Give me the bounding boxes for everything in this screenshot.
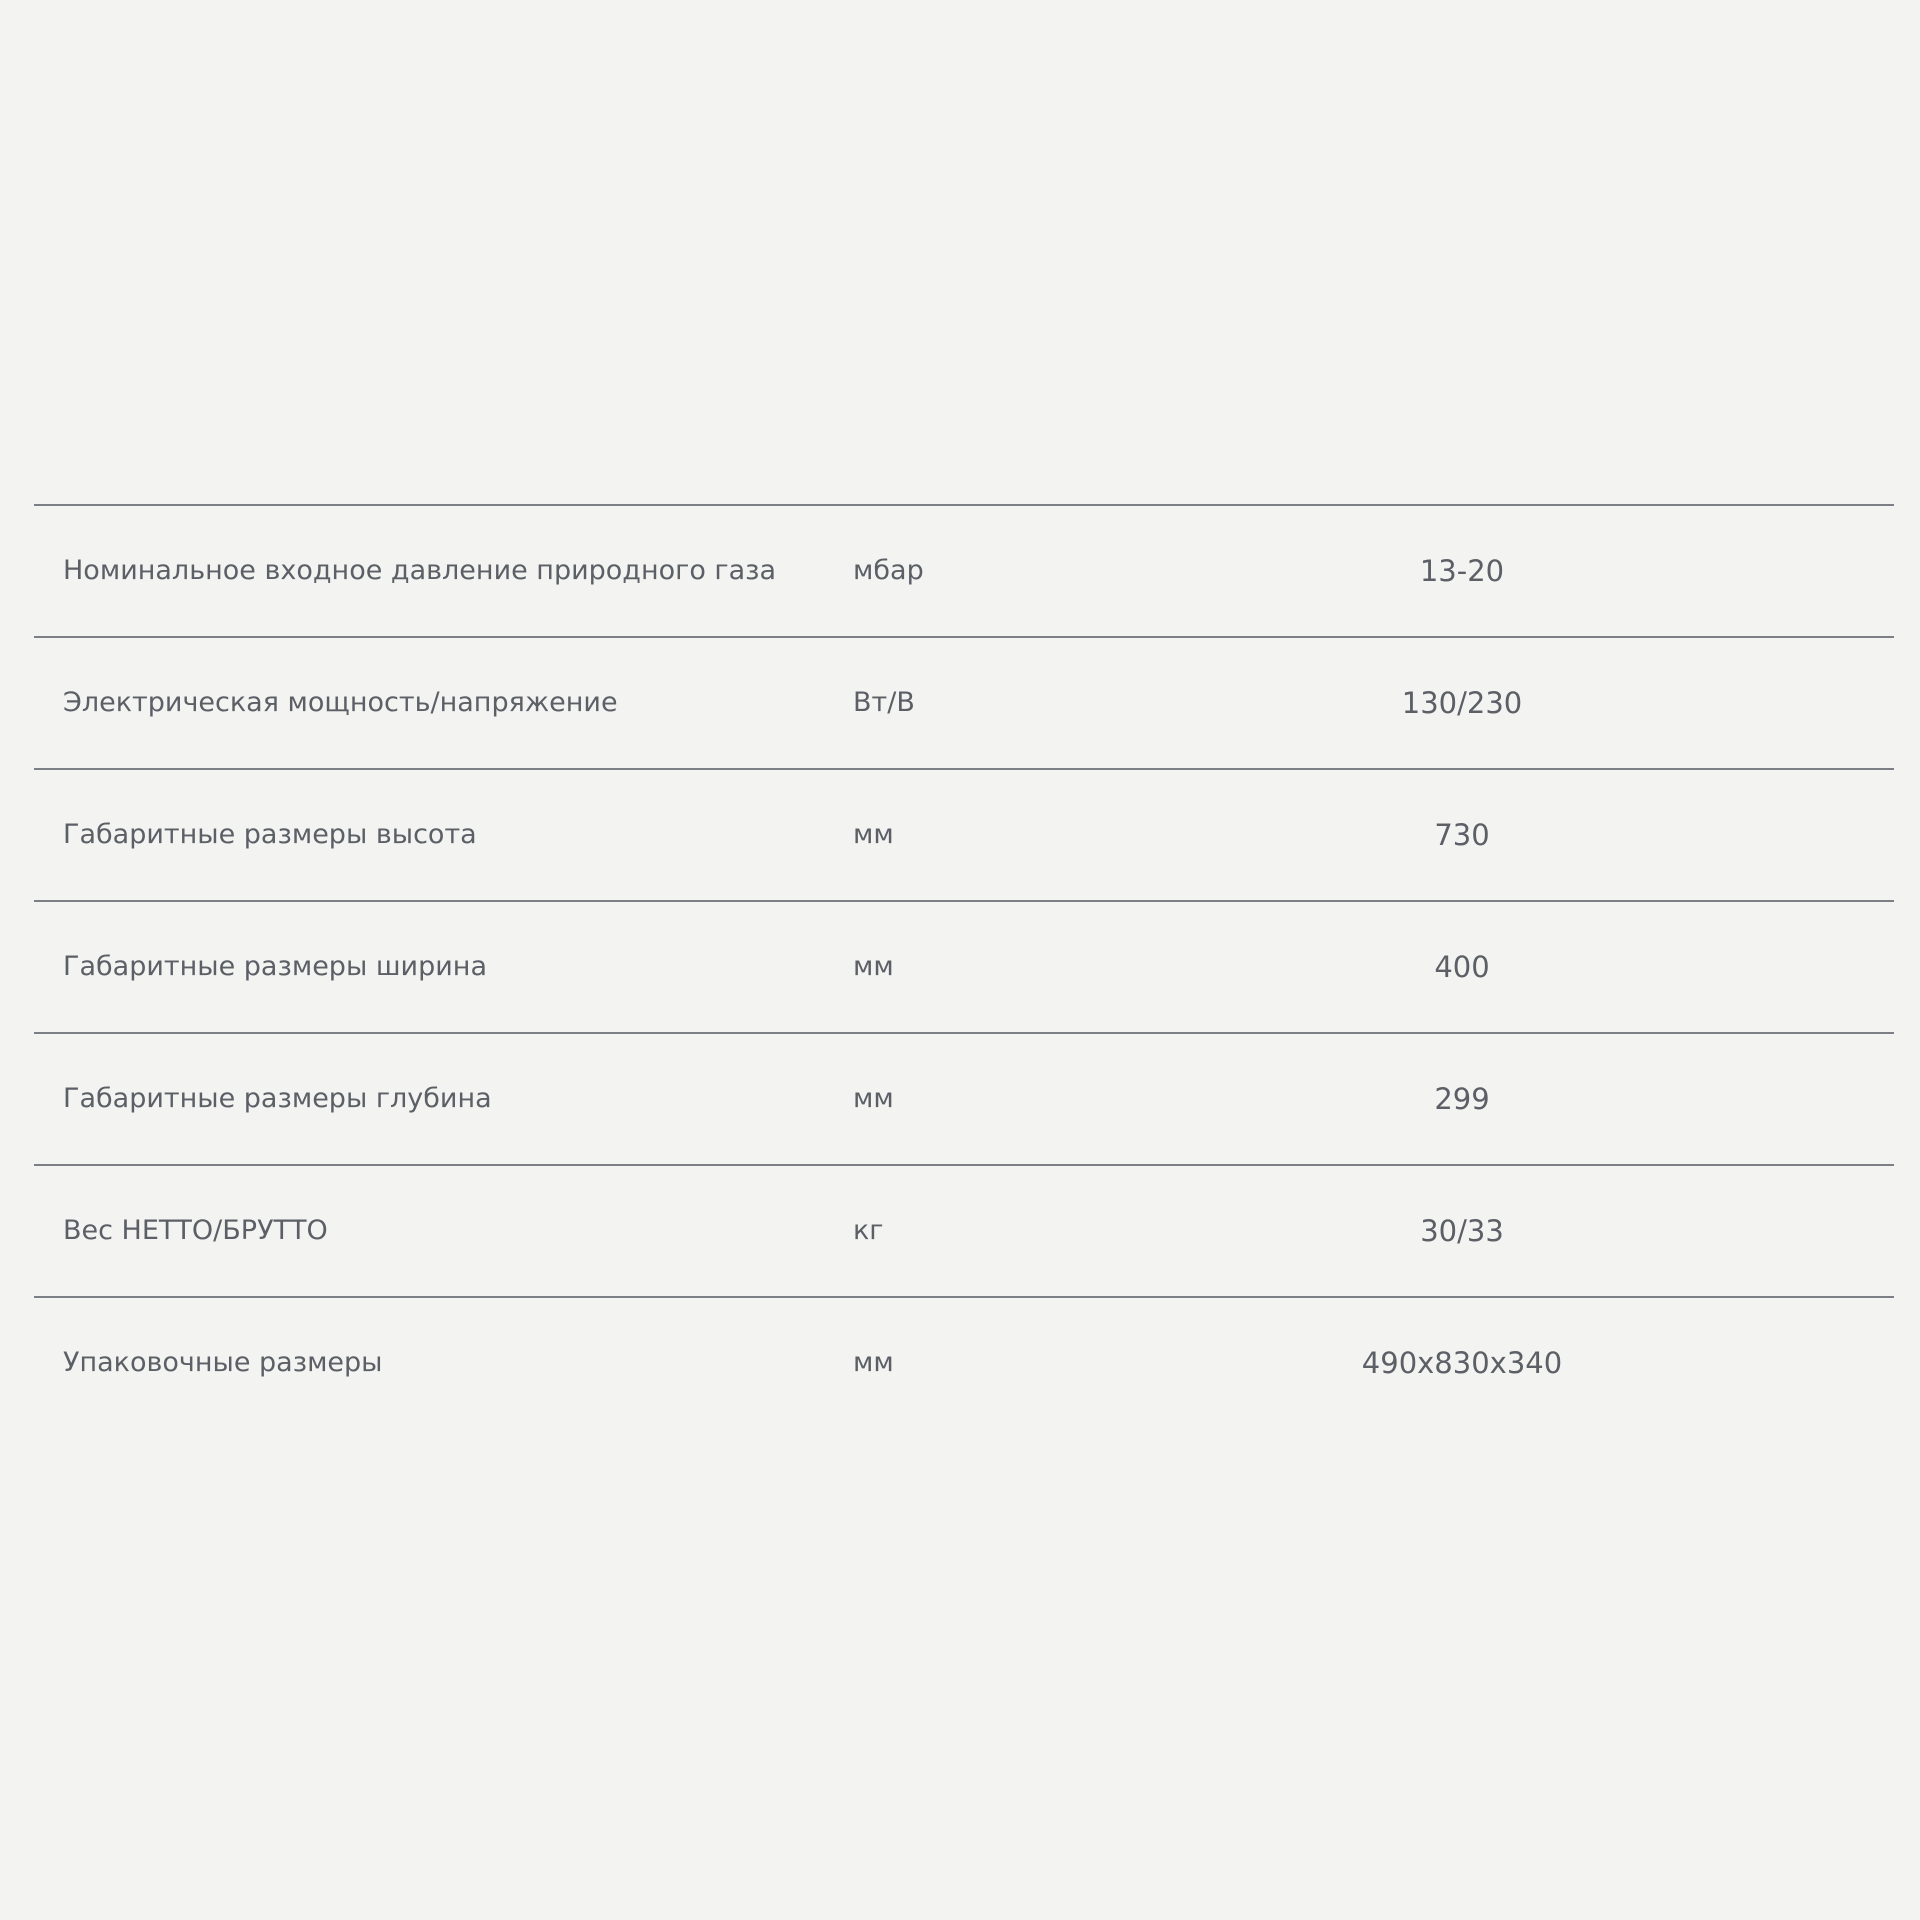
value-label: 400 [1434, 950, 1490, 984]
param-label: Электрическая мощность/напряжение [63, 687, 618, 718]
param-label: Габаритные размеры высота [63, 819, 477, 850]
value-label: 490x830x340 [1361, 1346, 1563, 1380]
unit-label: мбар [853, 555, 924, 586]
table-row [34, 770, 1894, 902]
param-label: Упаковочные размеры [63, 1347, 383, 1378]
unit-label: мм [853, 819, 894, 850]
table-row [34, 638, 1894, 770]
value-label: 299 [1434, 1082, 1490, 1116]
unit-label: кг [853, 1215, 884, 1246]
value-label: 730 [1434, 818, 1490, 852]
unit-label: Вт/В [853, 687, 915, 718]
table-row [34, 1166, 1894, 1298]
table-row [34, 902, 1894, 1034]
spec-table [34, 504, 1894, 1428]
param-label: Габаритные размеры глубина [63, 1083, 492, 1114]
value-label: 13-20 [1419, 554, 1505, 588]
value-label: 130/230 [1401, 686, 1523, 720]
value-label: 30/33 [1420, 1214, 1504, 1248]
table-row [34, 1298, 1894, 1428]
param-label: Номинальное входное давление природного газа [63, 555, 777, 586]
unit-label: мм [853, 951, 894, 982]
unit-label: мм [853, 1083, 894, 1114]
unit-label: мм [853, 1347, 894, 1378]
param-label: Вес НЕТТО/БРУТТО [63, 1215, 328, 1246]
table-row [34, 1034, 1894, 1166]
table-row [34, 506, 1894, 638]
param-label: Габаритные размеры ширина [63, 951, 487, 982]
